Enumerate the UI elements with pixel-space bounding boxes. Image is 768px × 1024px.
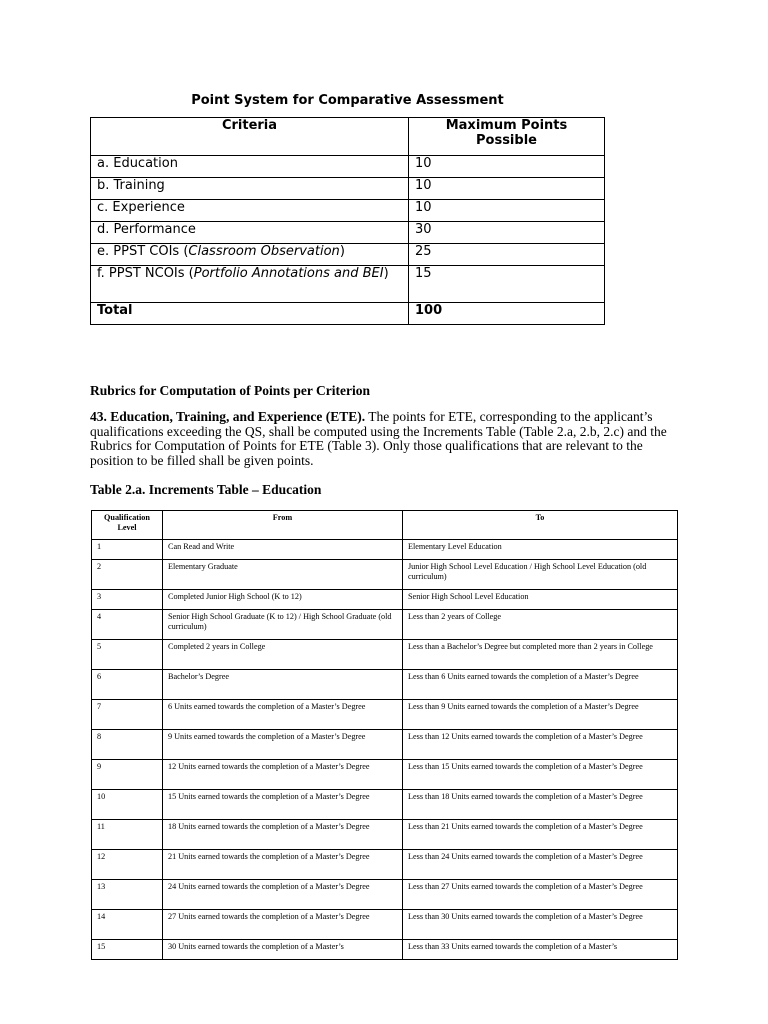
to-cell: Less than 6 Units earned towards the completion of a Master’s Degree [403,670,678,700]
from-cell: 15 Units earned towards the completion of a Master’s Degree [163,790,403,820]
level-cell: 9 [92,760,163,790]
qualification-level-header: Qualification Level [92,511,163,540]
criteria-suffix: ) [383,266,389,281]
points-cell: 10 [409,200,605,222]
to-cell: Elementary Level Education [403,540,678,560]
max-points-header: Maximum Points Possible [409,118,605,156]
to-cell: Less than 12 Units earned towards the completion of a Master’s Degree [403,730,678,760]
points-cell: 10 [409,178,605,200]
from-cell: 9 Units earned towards the completion of a Master’s Degree [163,730,403,760]
point-system-table [90,117,605,325]
from-cell: 6 Units earned towards the completion of a Master’s Degree [163,700,403,730]
criteria-cell: a. Education [91,156,409,178]
criteria-cell [91,244,409,266]
criteria-italic: Classroom Observation [188,244,340,259]
table-row [92,670,678,700]
to-cell: Less than 9 Units earned towards the completion of a Master’s Degree [403,700,678,730]
to-cell: Less than 24 Units earned towards the completion of a Master’s Degree [403,850,678,880]
table-row [92,560,678,590]
table-row [92,730,678,760]
table-row [92,610,678,640]
criteria-cell [91,266,409,303]
level-cell: 11 [92,820,163,850]
criteria-suffix: ) [339,244,345,259]
from-cell: Elementary Graduate [163,560,403,590]
point-system-header-row [91,118,605,156]
from-cell: 12 Units earned towards the completion of a Master’s Degree [163,760,403,790]
points-cell: 10 [409,156,605,178]
from-cell: Completed Junior High School (K to 12) [163,590,403,610]
table-row [92,820,678,850]
table-row [92,540,678,560]
from-cell: Can Read and Write [163,540,403,560]
table-2a-title: Table 2.a. Increments Table – Education [90,482,322,497]
points-cell: 15 [409,266,605,303]
level-cell: 10 [92,790,163,820]
points-cell: 25 [409,244,605,266]
level-cell: 13 [92,880,163,910]
criteria-prefix: f. PPST NCOIs ( [97,266,194,281]
criteria-cell: b. Training [91,178,409,200]
ete-paragraph-body: The points for ETE, corresponding to the applicant’s qualifications exceeding the QS, shall be computed using the Increments Table (Table 2.a, 2.b, 2.c) and the Rubrics for Computation of Points for ETE (Table 3). Only those qualifications that are relevant to the position to be filled shall be given points. [90,409,667,468]
level-cell: 7 [92,700,163,730]
to-cell: Less than 18 Units earned towards the completion of a Master’s Degree [403,790,678,820]
table-row [92,940,678,960]
table-row [92,880,678,910]
table-row [92,700,678,730]
level-cell: 15 [92,940,163,960]
to-cell: Less than 15 Units earned towards the completion of a Master’s Degree [403,760,678,790]
table-row [92,790,678,820]
criteria-row [91,200,605,222]
to-cell: Less than 33 Units earned towards the completion of a Master’s [403,940,678,960]
from-cell: 30 Units earned towards the completion of a Master’s [163,940,403,960]
criteria-prefix: e. PPST COIs ( [97,244,189,259]
table-row [92,590,678,610]
to-cell: Less than 21 Units earned towards the completion of a Master’s Degree [403,820,678,850]
ete-paragraph-lead: 43. Education, Training, and Experience (ETE). [90,409,366,424]
level-cell: 2 [92,560,163,590]
rubrics-heading: Rubrics for Computation of Points per Criterion [90,383,370,398]
criteria-cell: d. Performance [91,222,409,244]
criteria-header: Criteria [91,118,409,156]
level-cell: 12 [92,850,163,880]
to-cell: Junior High School Level Education / High School Level Education (old curriculum) [403,560,678,590]
ete-paragraph [90,410,682,468]
table-row [92,910,678,940]
from-cell: Completed 2 years in College [163,640,403,670]
total-row [91,303,605,325]
point-system-title: Point System for Comparative Assessment [191,93,504,108]
points-cell: 30 [409,222,605,244]
level-cell: 8 [92,730,163,760]
to-header: To [403,511,678,540]
increments-table [91,510,678,960]
criteria-cell: c. Experience [91,200,409,222]
to-cell: Less than a Bachelor’s Degree but completed more than 2 years in College [403,640,678,670]
level-cell: 1 [92,540,163,560]
from-cell: 24 Units earned towards the completion of a Master’s Degree [163,880,403,910]
criteria-row [91,222,605,244]
criteria-row [91,266,605,303]
from-cell: 18 Units earned towards the completion of a Master’s Degree [163,820,403,850]
table-row [92,760,678,790]
to-cell: Senior High School Level Education [403,590,678,610]
criteria-row [91,156,605,178]
increments-header-row [92,511,678,540]
criteria-row [91,178,605,200]
level-cell: 14 [92,910,163,940]
table-row [92,640,678,670]
criteria-row [91,244,605,266]
level-cell: 4 [92,610,163,640]
from-header: From [163,511,403,540]
from-cell: Senior High School Graduate (K to 12) / High School Graduate (old curriculum) [163,610,403,640]
level-cell: 3 [92,590,163,610]
from-cell: 21 Units earned towards the completion of a Master’s Degree [163,850,403,880]
level-cell: 5 [92,640,163,670]
to-cell: Less than 27 Units earned towards the completion of a Master’s Degree [403,880,678,910]
to-cell: Less than 2 years of College [403,610,678,640]
criteria-italic: Portfolio Annotations and BEI [193,266,384,281]
total-label: Total [91,303,409,325]
to-cell: Less than 30 Units earned towards the completion of a Master’s Degree [403,910,678,940]
table-row [92,850,678,880]
from-cell: 27 Units earned towards the completion of a Master’s Degree [163,910,403,940]
total-value: 100 [409,303,605,325]
from-cell: Bachelor’s Degree [163,670,403,700]
level-cell: 6 [92,670,163,700]
